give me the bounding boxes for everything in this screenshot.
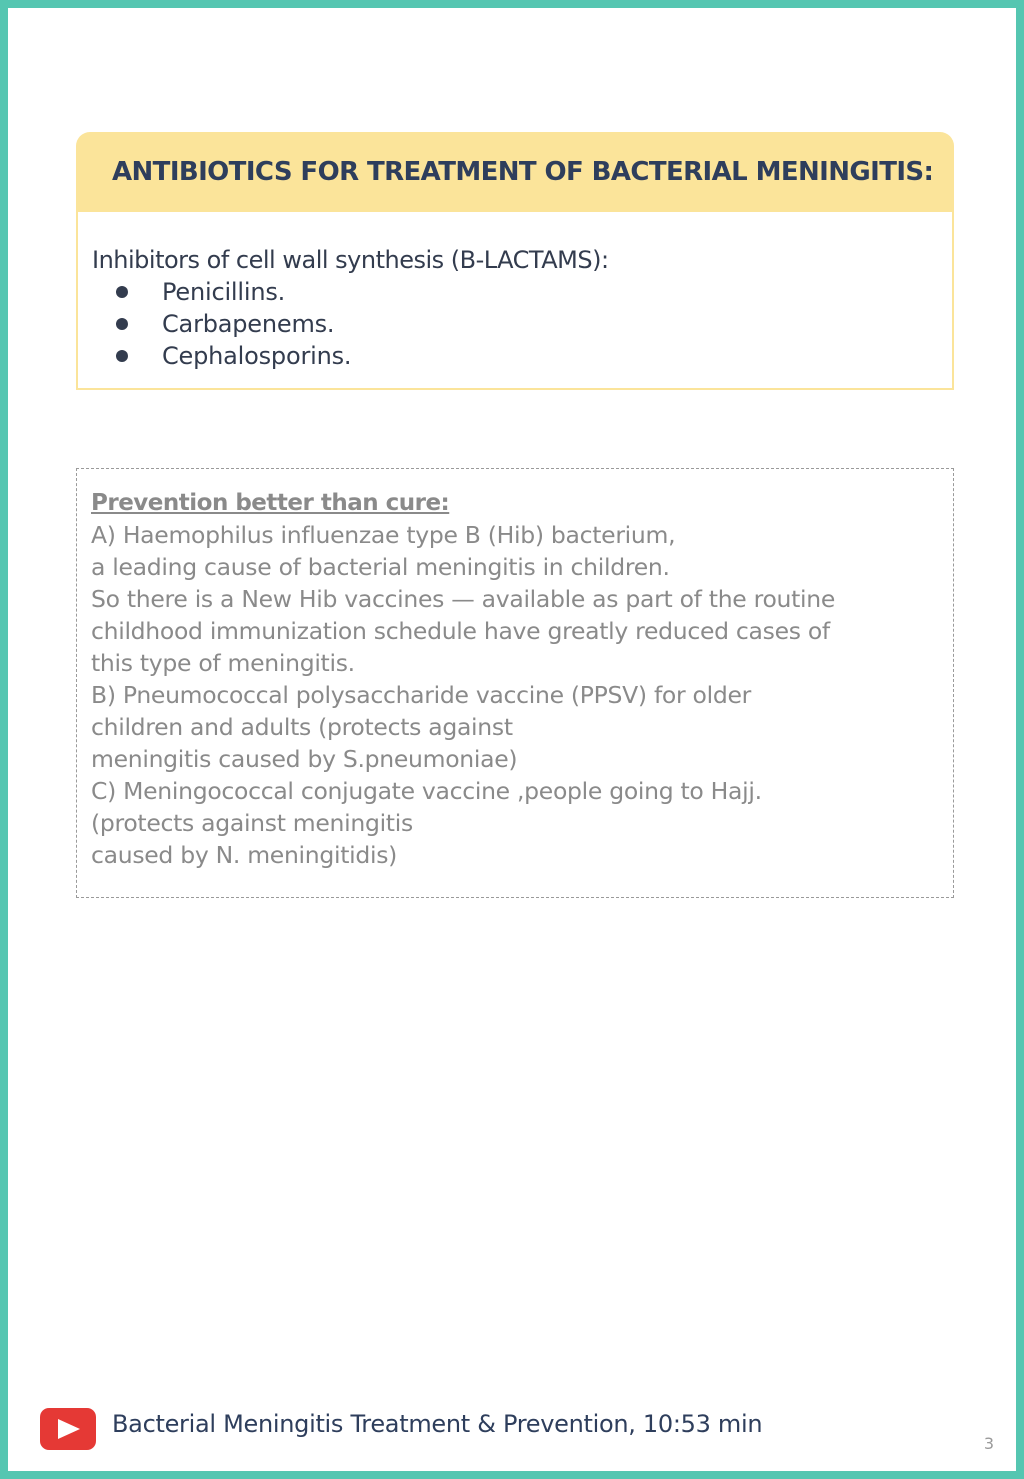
prevention-line: B) Pneumococcal polysaccharide vaccine (PPSV) for older xyxy=(91,681,751,709)
list-item-text: Carbapenems. xyxy=(162,310,335,338)
prevention-line: A) Haemophilus influenzae type B (Hib) bacterium, xyxy=(91,521,676,549)
antibiotic-list xyxy=(92,276,952,372)
bullet-icon xyxy=(116,350,128,362)
prevention-title: Prevention better than cure: xyxy=(91,490,450,516)
prevention-line: So there is a New Hib vaccines — available as part of the routine xyxy=(91,585,836,613)
prevention-line: C) Meningococcal conjugate vaccine ,people going to Hajj. xyxy=(91,777,762,805)
card-body xyxy=(76,212,954,390)
antibiotics-card xyxy=(76,132,954,390)
prevention-line: childhood immunization schedule have greatly reduced cases of xyxy=(91,617,830,645)
youtube-icon[interactable] xyxy=(40,1408,96,1450)
list-item xyxy=(92,340,952,372)
prevention-line: a leading cause of bacterial meningitis in children. xyxy=(91,553,670,581)
list-item-text: Cephalosporins. xyxy=(162,342,352,370)
list-item-text: Penicillins. xyxy=(162,278,286,306)
prevention-line: this type of meningitis. xyxy=(91,649,355,677)
prevention-line: (protects against meningitis xyxy=(91,809,413,837)
list-item xyxy=(92,276,952,308)
page-number: 3 xyxy=(983,1434,994,1453)
bullet-icon xyxy=(116,286,128,298)
card-intro: Inhibitors of cell wall synthesis (B-LACTAMS): xyxy=(92,246,609,274)
card-header xyxy=(76,132,954,212)
prevention-box xyxy=(76,468,954,898)
video-link[interactable] xyxy=(40,1408,996,1452)
prevention-line: meningitis caused by S.pneumoniae) xyxy=(91,745,518,773)
card-title: ANTIBIOTICS FOR TREATMENT OF BACTERIAL MENINGITIS: xyxy=(112,157,934,187)
video-link-text[interactable]: Bacterial Meningitis Treatment & Prevention, 10:53 min xyxy=(112,1410,763,1438)
prevention-line: children and adults (protects against xyxy=(91,713,513,741)
bullet-icon xyxy=(116,318,128,330)
prevention-line: caused by N. meningitidis) xyxy=(91,841,398,869)
list-item xyxy=(92,308,952,340)
